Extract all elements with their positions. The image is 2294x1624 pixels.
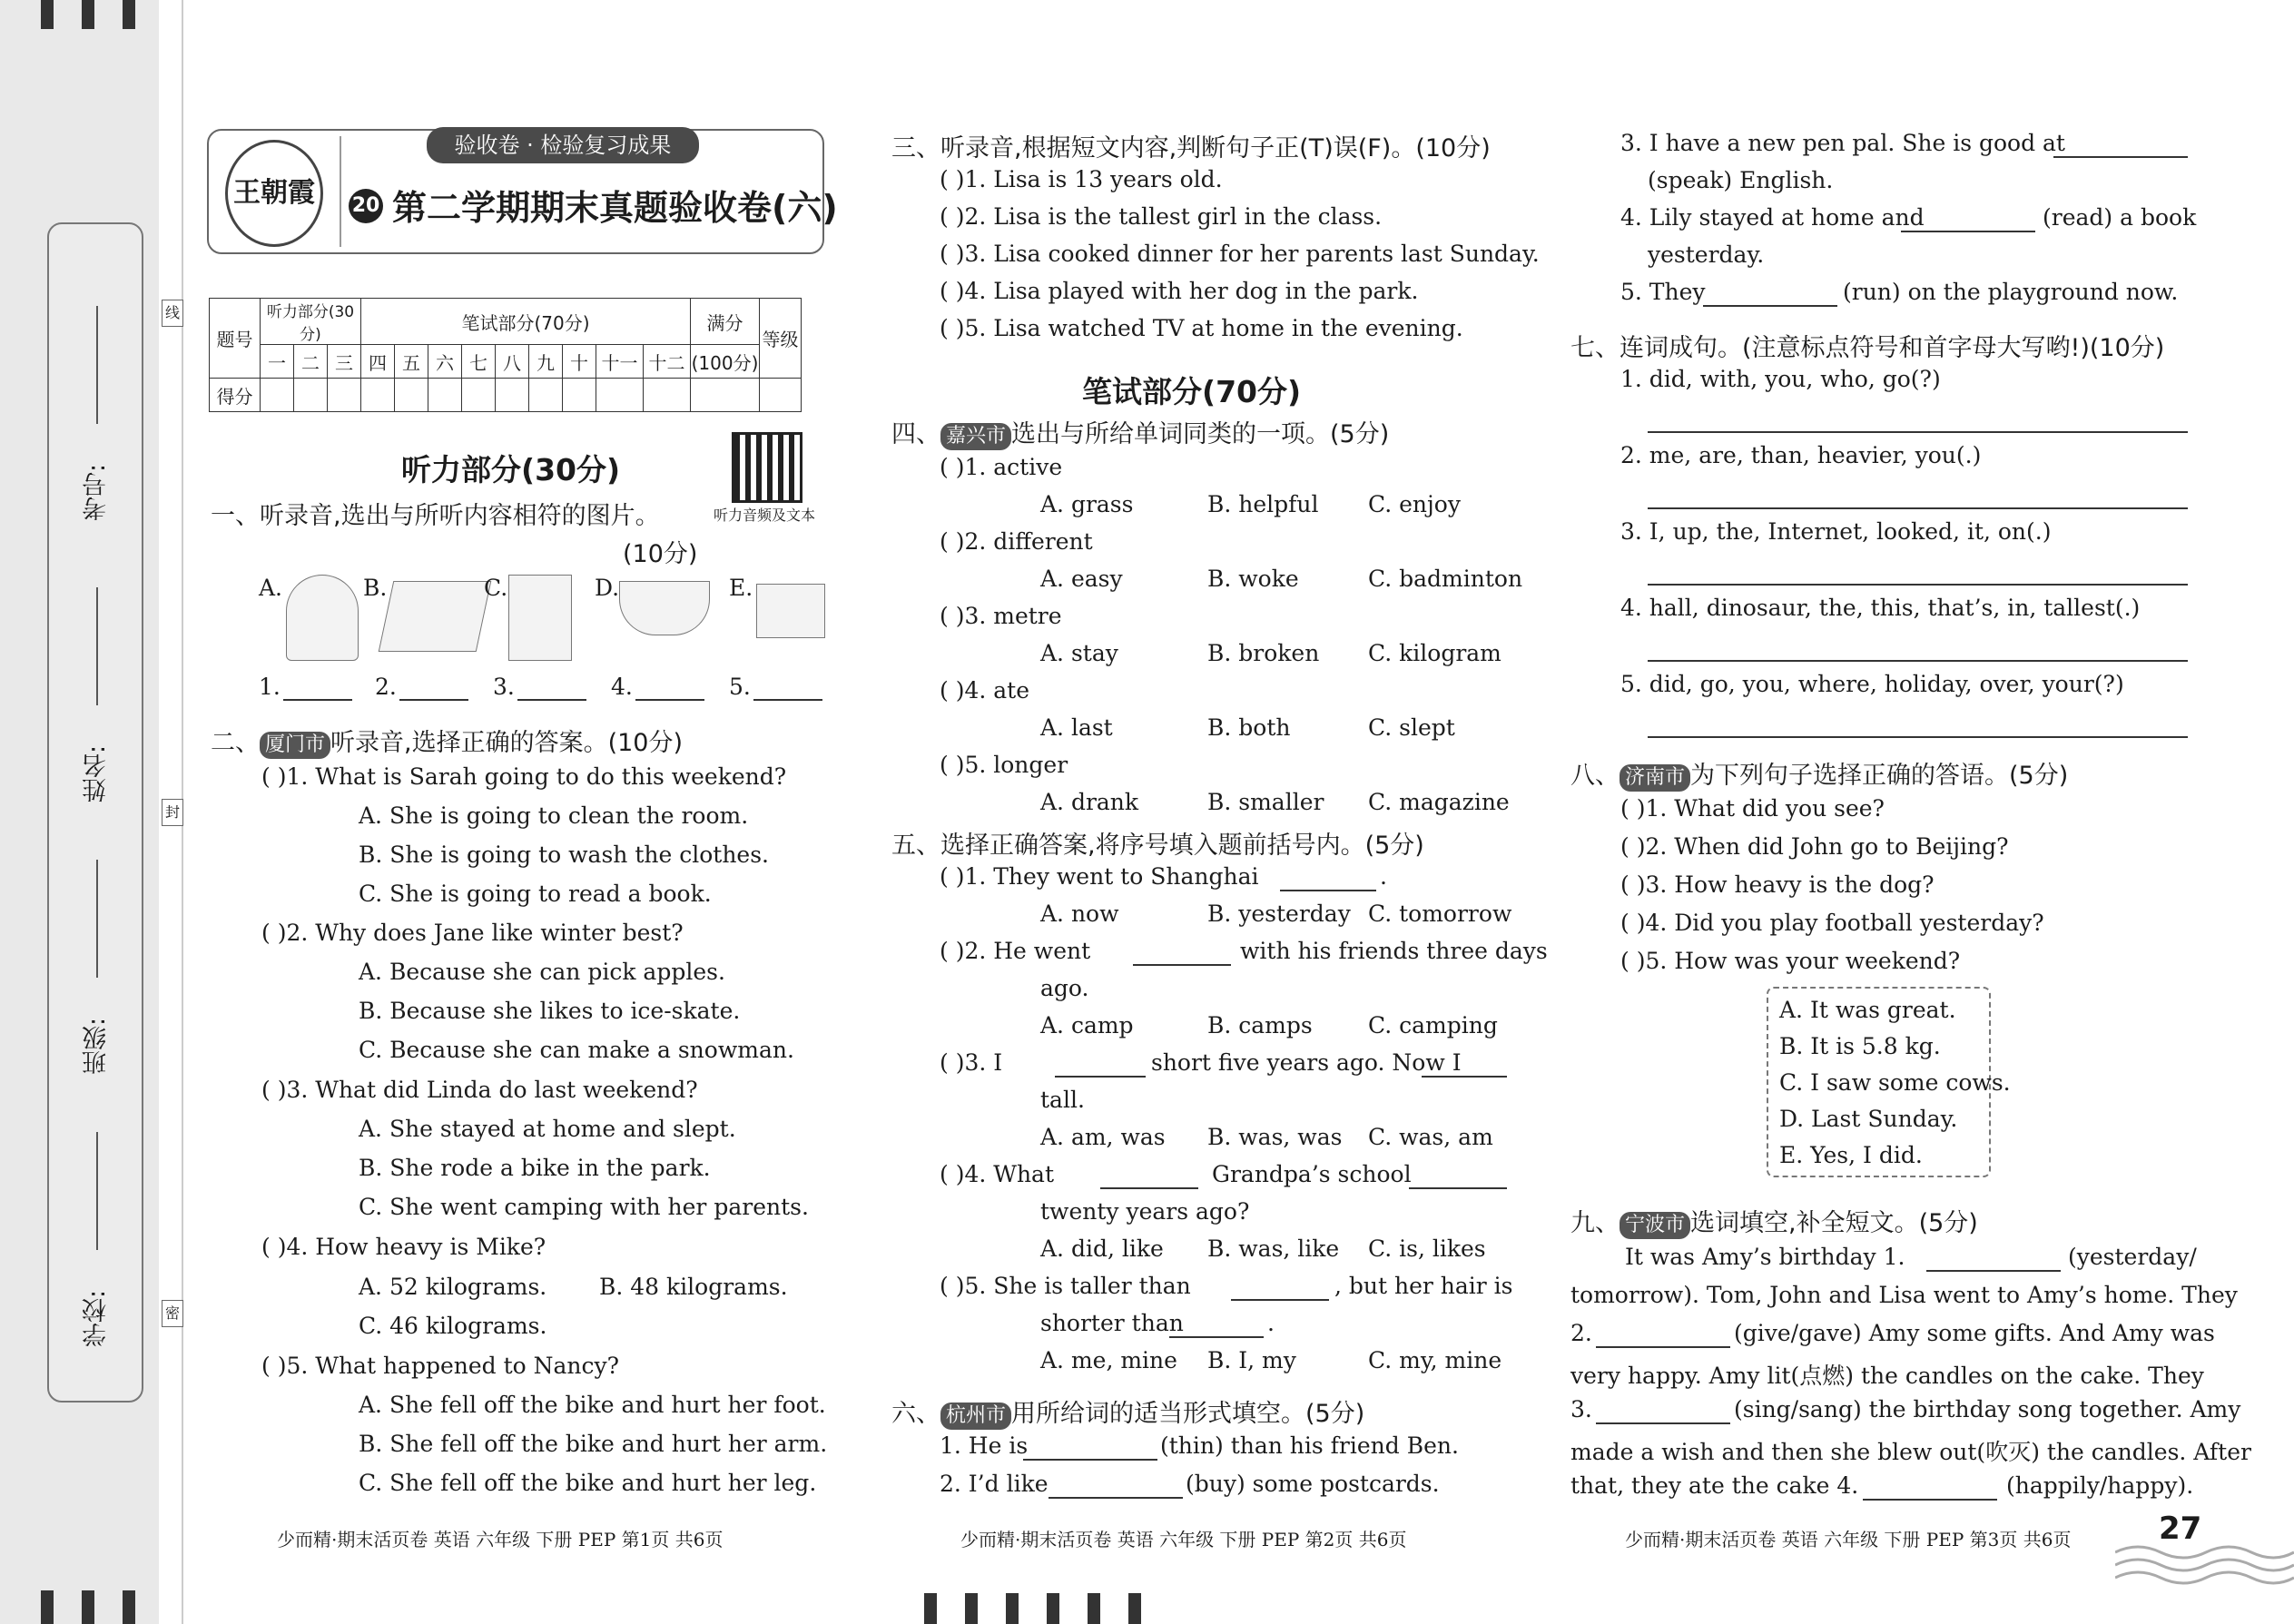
boy-picture-icon [286, 575, 359, 661]
s4-title [891, 414, 1389, 450]
answer-blank[interactable] [1926, 1270, 2061, 1272]
cut-mark-secret: 密 [162, 1300, 183, 1327]
s5-q5-b: B. I, my [1207, 1347, 1296, 1373]
s5-q3-c: C. was, am [1368, 1124, 1493, 1150]
s4-q4-b: B. both [1207, 714, 1291, 741]
answer-line[interactable] [1648, 736, 2188, 738]
answer-blank[interactable] [1422, 1076, 1507, 1078]
qr-code-icon[interactable] [732, 432, 802, 503]
ans-label: 2. [375, 674, 397, 700]
s5-q1-b: B. yesterday [1207, 901, 1351, 927]
s2-q3: ( )3. What did Linda do last weekend? [261, 1077, 698, 1103]
q-num: 六 [428, 345, 462, 379]
answer-blank[interactable] [635, 699, 704, 701]
header-divider [340, 136, 341, 247]
s5-q4-mid: Grandpa’s school [1212, 1161, 1412, 1187]
s7-q2: 2. me, are, than, heavier, you(.) [1620, 442, 1982, 468]
exam-title: 第二学期期末真题验收卷(六) [392, 188, 838, 228]
registration-bar [1088, 1593, 1100, 1624]
answer-line[interactable] [1648, 584, 2188, 586]
s2-q3-a: A. She stayed at home and slept. [359, 1116, 736, 1142]
registration-bar [1128, 1593, 1141, 1624]
s5-q5-c: C. my, mine [1368, 1347, 1502, 1373]
s6-q5-start: 5. They [1620, 279, 1706, 305]
s5-q1: ( )1. They went to Shanghai [940, 863, 1259, 890]
registration-bar [965, 1593, 978, 1624]
s5-q4-c: C. is, likes [1368, 1235, 1486, 1262]
s5-q3-b: B. was, was [1207, 1124, 1343, 1150]
s3-q5: ( )5. Lisa watched TV at home in the evening. [940, 315, 1463, 341]
s4-q2: ( )2. different [940, 528, 1093, 555]
s4-q4-c: C. slept [1368, 714, 1455, 741]
answer-blank[interactable] [517, 699, 586, 701]
s6-q4-start: 4. Lily stayed at home and [1620, 204, 1925, 231]
s9-line7-start: that, they ate the cake 4. [1570, 1472, 1859, 1499]
s9-line3-end: (give/gave) Amy some gifts. And Amy was [1734, 1320, 2215, 1346]
s9-line7-end: (happily/happy). [2006, 1472, 2194, 1499]
s2-q5-a: A. She fell off the bike and hurt her foot. [359, 1392, 826, 1418]
registration-bar [123, 1590, 135, 1624]
s4-q2-b: B. woke [1207, 566, 1299, 592]
full-score-header: 满分 [691, 299, 760, 345]
s2-title [211, 723, 683, 759]
s9-line5-end: (sing/sang) the birthday song together. Amy [1734, 1396, 2241, 1422]
s6-prefix: 六、 [891, 1400, 940, 1428]
s8-q5: ( )5. How was your weekend? [1620, 948, 1961, 974]
registration-bar [41, 1590, 54, 1624]
grade-header: 等级 [760, 299, 802, 379]
s2-q4-b: B. 48 kilograms. [599, 1274, 788, 1300]
region-tag: 济南市 [1620, 764, 1690, 792]
registration-bar [123, 0, 135, 29]
s4-q4-a: A. last [1040, 714, 1113, 741]
boat-picture-icon [619, 581, 710, 635]
s4-q2-a: A. easy [1040, 566, 1123, 592]
s5-q1-a: A. now [1040, 901, 1119, 927]
s8-opt-b: B. It is 5.8 kg. [1779, 1033, 1941, 1059]
answer-blank[interactable] [1100, 1187, 1198, 1189]
s7-q3: 3. I, up, the, Internet, looked, it, on(.) [1620, 518, 2052, 545]
q-num: 八 [496, 345, 529, 379]
s2-q5: ( )5. What happened to Nancy? [261, 1353, 620, 1379]
exam-number-label: 考号: [83, 463, 111, 521]
pic-label-a: A. [259, 575, 283, 601]
s4-q5-b: B. smaller [1207, 789, 1324, 815]
s2-q4-a: A. 52 kilograms. [359, 1274, 547, 1300]
s6-q4-mid: (read) a book [2043, 204, 2197, 231]
exam-number-badge: 20 [349, 189, 383, 223]
s5-q4-b: B. was, like [1207, 1235, 1340, 1262]
exam-number-field[interactable] [96, 306, 98, 424]
s8-q2: ( )2. When did John go to Beijing? [1620, 833, 2009, 860]
s4-q4: ( )4. ate [940, 677, 1029, 704]
score-cell[interactable] [462, 379, 496, 412]
s8-q4: ( )4. Did you play football yesterday? [1620, 910, 2044, 936]
s1-title: 一、听录音,选出与所听内容相符的图片。 [211, 502, 660, 530]
q-num: 十二 [644, 345, 691, 379]
answer-blank[interactable] [1596, 1346, 1730, 1348]
registration-bar [82, 0, 94, 29]
s5-q3-a: A. am, was [1040, 1124, 1166, 1150]
s5-q5-mid: , but her hair is [1334, 1273, 1513, 1299]
publisher-logo: 王朝霞 [225, 140, 323, 247]
header-tag: 验收卷 · 检验复习成果 [427, 127, 699, 163]
q-num: 十一 [596, 345, 644, 379]
s2-q2-c: C. Because she can make a snowman. [359, 1037, 794, 1063]
answer-blank[interactable] [283, 699, 352, 701]
s4-q1-b: B. helpful [1207, 491, 1319, 517]
s6-q1-end: (thin) than his friend Ben. [1160, 1432, 1459, 1459]
score-cell[interactable] [563, 379, 596, 412]
s4-q5-a: A. drank [1040, 789, 1139, 815]
s4-q3-a: A. stay [1040, 640, 1118, 666]
s2-q1-c: C. She is going to read a book. [359, 881, 712, 907]
s5-q3-start: ( )3. I [940, 1049, 1003, 1076]
s8-opt-d: D. Last Sunday. [1779, 1106, 1958, 1132]
girl-horse-picture-icon [508, 575, 572, 661]
s4-q2-c: C. badminton [1368, 566, 1523, 592]
s3-title: 三、听录音,根据短文内容,判断句子正(T)误(F)。(10分) [891, 134, 1491, 162]
s7-q4: 4. hall, dinosaur, the, this, that’s, in, tallest(.) [1620, 595, 2141, 621]
s5-q3-mid: short five years ago. Now I [1151, 1049, 1462, 1076]
s5-q2-b: B. camps [1207, 1012, 1313, 1038]
score-cell[interactable] [428, 379, 462, 412]
s2-q2: ( )2. Why does Jane like winter best? [261, 920, 684, 946]
newspaper-picture-icon [379, 581, 492, 652]
school-label: 学校: [83, 1289, 111, 1347]
name-label: 姓名: [83, 744, 111, 802]
class-label: 班级: [83, 1017, 111, 1075]
score-cell[interactable] [395, 379, 428, 412]
s2-q1-a: A. She is going to clean the room. [359, 802, 749, 829]
s8-opt-e: E. Yes, I did. [1779, 1142, 1923, 1168]
student-info-box [47, 222, 143, 1403]
full-score-value: (100分) [691, 345, 760, 379]
pic-label-e: E. [729, 575, 753, 601]
s9-text: 选词填空,补全短文。(5分) [1690, 1209, 1978, 1237]
footer-page-2: 少而精·期末活页卷 英语 六年级 下册 PEP 第2页 共6页 [960, 1529, 1407, 1550]
answer-blank[interactable] [1703, 305, 1837, 307]
registration-bar [41, 0, 54, 29]
s4-q5-c: C. magazine [1368, 789, 1510, 815]
s3-q3: ( )3. Lisa cooked dinner for her parents last Sunday. [940, 241, 1540, 267]
score-cell[interactable] [328, 379, 361, 412]
q-num: 五 [395, 345, 428, 379]
s4-q5: ( )5. longer [940, 752, 1068, 778]
s5-q2-c: C. camping [1368, 1012, 1498, 1038]
s6-q4-end: yesterday. [1648, 241, 1765, 268]
answer-line[interactable] [1648, 431, 2188, 433]
s5-q4-start: ( )4. What [940, 1161, 1055, 1187]
registration-bar [1047, 1593, 1059, 1624]
s4-text: 选出与所给单词同类的一项。(5分) [1011, 420, 1390, 448]
answer-blank[interactable] [1231, 1299, 1329, 1301]
answer-blank[interactable] [1133, 964, 1231, 966]
answer-blank[interactable] [1023, 1459, 1157, 1461]
ans-label: 3. [493, 674, 515, 700]
s5-q2-end: ago. [1040, 975, 1089, 1001]
score-table [209, 298, 802, 412]
s4-q3: ( )3. metre [940, 603, 1062, 629]
s1-score: (10分) [623, 540, 698, 568]
s2-q3-c: C. She went camping with her parents. [359, 1194, 809, 1220]
pic-label-d: D. [595, 575, 620, 601]
s6-q2-start: 2. I’d like [940, 1471, 1049, 1497]
s3-q1: ( )1. Lisa is 13 years old. [940, 166, 1223, 192]
s5-q5-end: shorter than [1040, 1310, 1184, 1336]
school-field[interactable] [96, 1132, 98, 1250]
s5-q4-a: A. did, like [1040, 1235, 1164, 1262]
s5-title: 五、选择正确答案,将序号填入题前括号内。(5分) [891, 832, 1424, 860]
ans-label: 4. [611, 674, 633, 700]
s6-q1-start: 1. He is [940, 1432, 1029, 1459]
s3-q2: ( )2. Lisa is the tallest girl in the class. [940, 203, 1383, 230]
score-cell[interactable] [644, 379, 691, 412]
s8-text: 为下列句子选择正确的答语。(5分) [1690, 762, 2069, 790]
footer-page-1: 少而精·期末活页卷 英语 六年级 下册 PEP 第1页 共6页 [277, 1529, 724, 1550]
answer-line[interactable] [1648, 507, 2188, 509]
s9-line5-start: 3. [1570, 1396, 1592, 1422]
answer-blank[interactable] [2053, 156, 2188, 158]
s5-q2-start: ( )2. He went [940, 938, 1091, 964]
score-cell[interactable] [261, 379, 294, 412]
answer-blank[interactable] [1169, 1336, 1264, 1338]
pic-label-b: B. [363, 575, 388, 601]
score-cell[interactable] [760, 379, 802, 412]
score-cell[interactable] [691, 379, 760, 412]
cut-mark-seal: 封 [162, 799, 183, 826]
s5-q3-end: tall. [1040, 1087, 1085, 1113]
s5-q5-a: A. me, mine [1040, 1347, 1177, 1373]
s5-q4-end: twenty years ago? [1040, 1198, 1250, 1225]
s6-q3-start: 3. I have a new pen pal. She is good at [1620, 130, 2065, 156]
s8-prefix: 八、 [1570, 762, 1620, 790]
s2-q1-b: B. She is going to wash the clothes. [359, 842, 769, 868]
s2-q2-b: B. Because she likes to ice-skate. [359, 998, 741, 1024]
answer-blank[interactable] [1409, 1187, 1507, 1189]
region-tag: 宁波市 [1620, 1212, 1690, 1239]
s6-q5-end: (run) on the playground now. [1843, 279, 2179, 305]
s8-title [1570, 755, 2068, 792]
listening-header: 听力部分(30分) [261, 299, 361, 345]
name-field[interactable] [96, 587, 98, 705]
s4-q1-a: A. grass [1040, 491, 1134, 517]
q-num: 九 [529, 345, 563, 379]
s9-prefix: 九、 [1570, 1209, 1620, 1237]
s5-q5-start: ( )5. She is taller than [940, 1273, 1191, 1299]
written-header: 笔试部分(70分) [361, 299, 691, 345]
score-cell[interactable] [294, 379, 328, 412]
row-label: 得分 [210, 379, 261, 412]
s5-q2-a: A. camp [1040, 1012, 1134, 1038]
pic-label-c: C. [484, 575, 508, 601]
qr-caption: 听力音频及文本 [714, 507, 816, 524]
region-tag: 嘉兴市 [940, 423, 1011, 450]
s5-q2-mid: with his friends three days [1240, 938, 1548, 964]
answer-blank[interactable] [753, 699, 822, 701]
answer-blank[interactable] [1596, 1422, 1730, 1424]
s4-q1-c: C. enjoy [1368, 491, 1461, 517]
score-cell[interactable] [361, 379, 395, 412]
s4-q3-c: C. kilogram [1368, 640, 1501, 666]
ans-label: 5. [729, 674, 751, 700]
s5-q1-c: C. tomorrow [1368, 901, 1512, 927]
s2-q4-c: C. 46 kilograms. [359, 1313, 547, 1339]
score-cell[interactable] [529, 379, 563, 412]
q-num: 二 [294, 345, 328, 379]
s8-q3: ( )3. How heavy is the dog? [1620, 871, 1935, 898]
s9-line6: made a wish and then she blew out(吹灭) the candles. After [1570, 1439, 2251, 1465]
s2-q3-b: B. She rode a bike in the park. [359, 1155, 711, 1181]
page-number: 27 [2159, 1511, 2202, 1547]
region-tag: 厦门市 [260, 732, 330, 759]
ans-label: 1. [259, 674, 281, 700]
class-field[interactable] [96, 860, 98, 978]
answer-blank[interactable] [399, 699, 468, 701]
answer-blank[interactable] [1280, 890, 1376, 891]
s2-prefix: 二、 [211, 729, 260, 757]
listening-title: 听力部分(30分) [401, 452, 621, 487]
s6-text: 用所给词的适当形式填空。(5分) [1011, 1400, 1365, 1428]
s2-q1: ( )1. What is Sarah going to do this weekend? [261, 763, 787, 790]
s8-opt-c: C. I saw some cows. [1779, 1069, 2011, 1096]
s6-q2-end: (buy) some postcards. [1186, 1471, 1440, 1497]
s8-opt-a: A. It was great. [1779, 997, 1956, 1023]
s4-prefix: 四、 [891, 420, 940, 448]
score-cell[interactable] [496, 379, 529, 412]
cut-mark-line: 线 [162, 300, 183, 327]
s9-line2: tomorrow). Tom, John and Lisa went to Amy’s home. They [1570, 1282, 2238, 1308]
s3-q4: ( )4. Lisa played with her dog in the park. [940, 278, 1419, 304]
answer-blank[interactable] [1049, 1497, 1183, 1499]
region-tag: 杭州市 [940, 1403, 1011, 1430]
s8-q1: ( )1. What did you see? [1620, 795, 1885, 822]
q-num: 七 [462, 345, 496, 379]
q-num: 四 [361, 345, 395, 379]
registration-bar [1006, 1593, 1019, 1624]
s6-title [891, 1393, 1364, 1430]
q-num: 一 [261, 345, 294, 379]
s2-q4: ( )4. How heavy is Mike? [261, 1234, 546, 1260]
s9-line1-start: It was Amy’s birthday 1. [1625, 1244, 1905, 1270]
period: . [1267, 1310, 1275, 1336]
answer-blank[interactable] [1055, 1076, 1146, 1078]
col-label: 题号 [210, 299, 261, 379]
s2-text: 听录音,选择正确的答案。(10分) [330, 729, 684, 757]
q-num: 十 [563, 345, 596, 379]
s9-title [1570, 1203, 1978, 1239]
q-num: 三 [328, 345, 361, 379]
s7-q1: 1. did, with, you, who, go(?) [1620, 366, 1941, 392]
s4-q3-b: B. broken [1207, 640, 1320, 666]
answer-line[interactable] [1648, 660, 2188, 662]
s7-q5: 5. did, go, you, where, holiday, over, your(?) [1620, 671, 2124, 697]
registration-bar [924, 1593, 937, 1624]
answer-blank[interactable] [1863, 1499, 1997, 1501]
s2-q2-a: A. Because she can pick apples. [359, 959, 725, 985]
written-title: 笔试部分(70分) [1082, 374, 1302, 409]
registration-bar [82, 1590, 94, 1624]
score-cell[interactable] [596, 379, 644, 412]
answer-blank[interactable] [1901, 231, 2035, 232]
s4-q1: ( )1. active [940, 454, 1063, 480]
s9-line4: very happy. Amy lit(点燃) the candles on the cake. They [1570, 1363, 2204, 1389]
s2-q5-c: C. She fell off the bike and hurt her leg. [359, 1470, 817, 1496]
s9-line1-end: (yesterday/ [2068, 1244, 2197, 1270]
s6-q3-end: (speak) English. [1648, 167, 1834, 193]
footer-page-3: 少而精·期末活页卷 英语 六年级 下册 PEP 第3页 共6页 [1625, 1529, 2072, 1550]
s9-line3-start: 2. [1570, 1320, 1592, 1346]
period: . [1380, 863, 1387, 890]
s2-q5-b: B. She fell off the bike and hurt her arm. [359, 1431, 828, 1457]
s7-title: 七、连词成句。(注意标点符号和首字母大写哟!)(10分) [1570, 334, 2165, 362]
wave-decoration-icon [2115, 1534, 2294, 1589]
museum-picture-icon [756, 584, 825, 638]
